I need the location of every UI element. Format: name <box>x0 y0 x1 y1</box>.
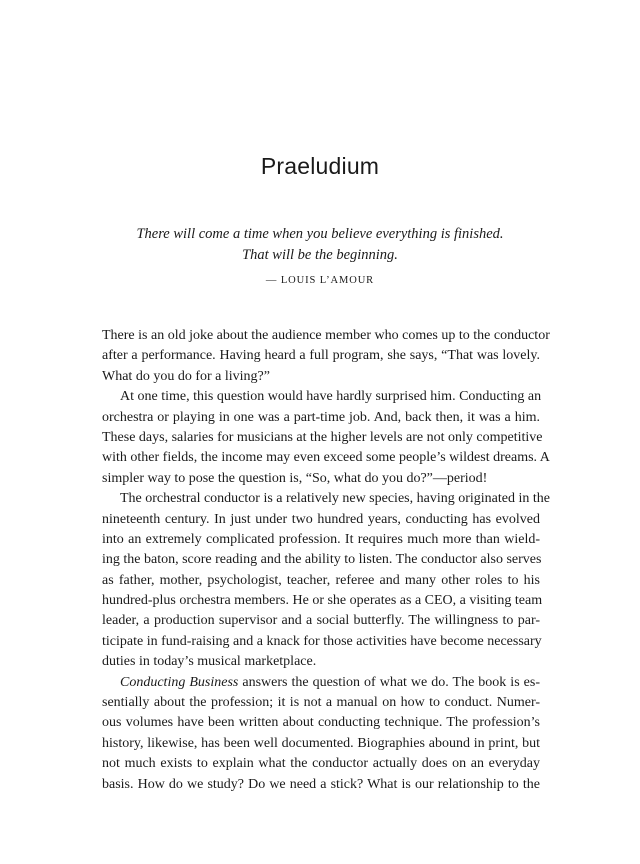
text-line: nineteenth century. In just under two hundred years, conducting has evolved <box>102 511 540 527</box>
text-line: ous volumes have been written about conducting technique. The profession’s <box>102 715 540 731</box>
body-text <box>102 326 550 795</box>
text-line: sentially about the profession; it is not a manual on how to conduct. Numer- <box>102 695 540 711</box>
text-line-with-book-title <box>102 673 540 693</box>
text-line: duties in today’s musical marketplace. <box>102 654 317 670</box>
text-line: hundred-plus orchestra members. He or she operates as a CEO, a visiting team <box>102 593 543 609</box>
text-line: There is an old joke about the audience member who comes up to the conductor <box>102 328 550 343</box>
text-line: These days, salaries for musicians at the higher levels are not only competitive <box>102 429 543 445</box>
text-line: ticipate in fund-raising and a knack for those activities have become necessary <box>102 633 542 649</box>
text-line: ing the baton, score reading and the ability to listen. The conductor also serves <box>102 552 542 568</box>
book-title: Conducting Business <box>120 674 239 690</box>
epigraph-attribution: — LOUIS L’AMOUR <box>265 275 375 286</box>
text-line: At one time, this question would have hardly surprised him. Conducting an <box>120 389 542 405</box>
text-line: basis. How do we study? Do we need a stick? What is our relationship to the <box>102 776 540 792</box>
text-line: with other fields, the income may even exceed some people’s wildest dreams. A <box>102 450 550 466</box>
text-line: simpler way to pose the question is, “So, what do you do?”—period! <box>102 470 488 486</box>
text-line: leader, a production supervisor and a social butterfly. The willingness to par- <box>102 613 540 629</box>
text-line: history, likewise, has been well documented. Biographies abound in print, but <box>102 735 540 751</box>
text-line: The orchestral conductor is a relatively new species, having originated in the <box>120 491 550 507</box>
text-line: into an extremely complicated profession. It requires much more than wield- <box>102 531 540 547</box>
text-line: as father, mother, psychologist, teacher, referee and many other roles to his <box>102 572 540 588</box>
text-line: orchestra or playing in one was a part-time job. And, back then, it was a him. <box>102 409 540 425</box>
epigraph-line: There will come a time when you believe everything is finished. <box>136 226 504 242</box>
chapter-title: Praeludium <box>260 153 380 179</box>
text-line: not much exists to explain what the conductor actually does on an everyday <box>102 756 540 772</box>
epigraph <box>0 224 640 266</box>
epigraph-line: That will be the beginning. <box>242 247 398 263</box>
text-line-rest: answers the question of what we do. The book is es- <box>242 674 540 690</box>
text-line: after a performance. Having heard a full program, she says, “That was lovely. <box>102 348 540 364</box>
text-line: What do you do for a living?” <box>102 368 270 384</box>
